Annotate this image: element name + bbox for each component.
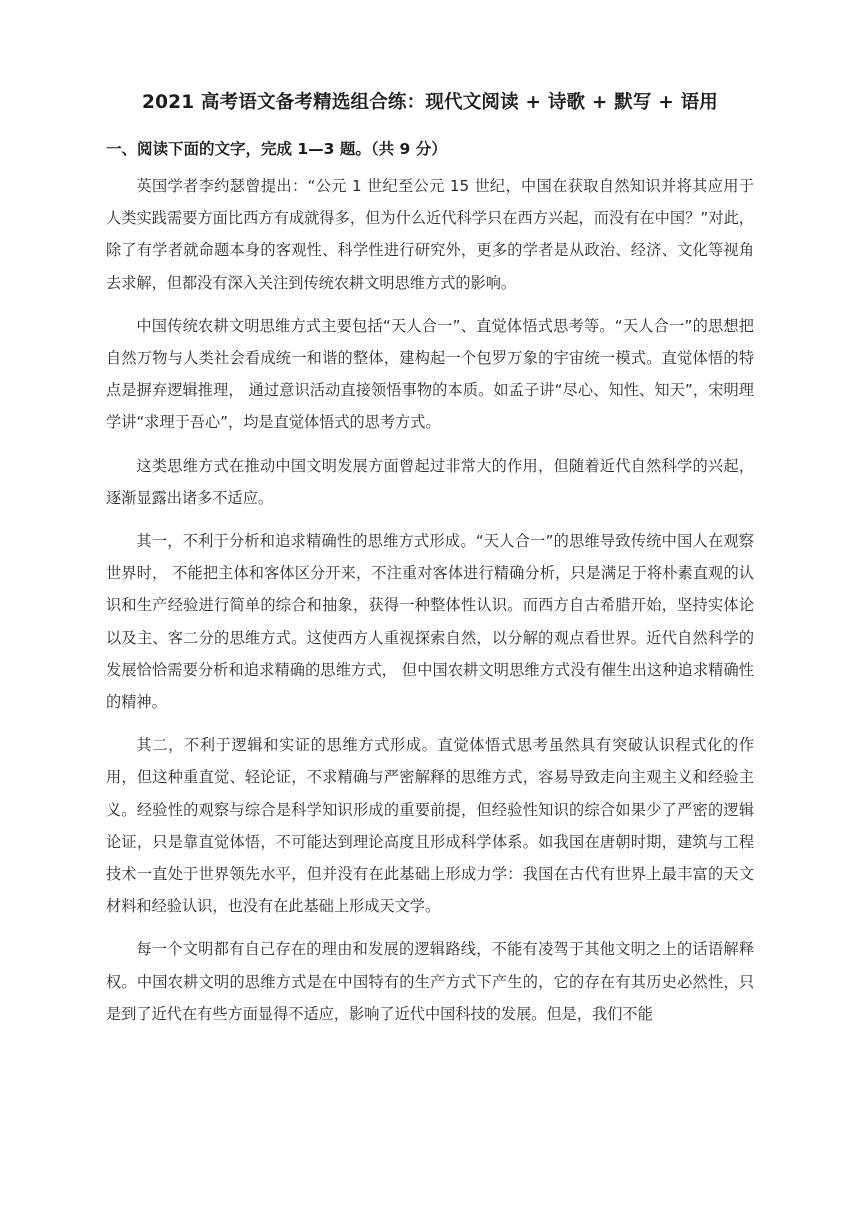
document-title: 2021 高考语文备考精选组合练：现代文阅读 + 诗歌 + 默写 + 语用 bbox=[142, 92, 718, 113]
paragraph-2: 中国传统农耕文明思维方式主要包括“天人合一”、直觉体悟式思考等。“天人合一”的思想把自然万物与人类社会看成统一和谐的整体，建构起一个包罗万象的宇宙统一模式。直觉体悟的特点是摒弃逻辑推理， 通过意识活动直接领悟事物的本质。如孟子讲“尽心、知性、知天”，宋明理学讲“求理于吾心”，均是直觉体悟式的思考方式。 bbox=[106, 316, 754, 432]
paragraph-4: 其一，不利于分析和追求精确性的思维方式形成。“天人合一”的思维导致传统中国人在观察世界时， 不能把主体和客体区分开来，不注重对客体进行精确分析，只是满足于将朴素直观的认识和生产经验进行简单的综合和抽象，获得一种整体性认识。而西方自古希腊开始，坚持实体论以及主、客二分的思维方式。这使西方人重视探索自然，以分解的观点看世界。近代自然科学的发展恰恰需要分析和追求精确的思维方式， 但中国农耕文明思维方式没有催生出这种追求精确性的精神。 bbox=[106, 532, 754, 712]
paragraph-6: 每一个文明都有自己存在的理由和发展的逻辑路线，不能有凌驾于其他文明之上的话语解释权。中国农耕文明的思维方式是在中国特有的生产方式下产生的，它的存在有其历史必然性，只是到了近代在有些方面显得不适应，影响了近代中国科技的发展。但是，我们不能 bbox=[106, 940, 754, 1023]
section-heading: 一、阅读下面的文字，完成 1—3 题。（共 9 分） bbox=[106, 140, 447, 158]
paragraph-5: 其二，不利于逻辑和实证的思维方式形成。直觉体悟式思考虽然具有突破认识程式化的作用，但这种重直觉、轻论证，不求精确与严密解释的思维方式，容易导致走向主观主义和经验主义。经验性的观察与综合是科学知识形成的重要前提，但经验性知识的综合如果少了严密的逻辑论证，只是靠直觉体悟，不可能达到理论高度且形成科学体系。如我国在唐朝时期，建筑与工程技术一直处于世界领先水平，但并没有在此基础上形成力学：我国在古代有世界上最丰富的天文材料和经验认识，也没有在此基础上形成天文学。 bbox=[106, 736, 754, 916]
paragraph-3: 这类思维方式在推动中国文明发展方面曾起过非常大的作用，但随着近代自然科学的兴起，逐渐显露出诸多不适应。 bbox=[106, 456, 754, 507]
paragraph-1: 英国学者李约瑟曾提出：“公元 1 世纪至公元 15 世纪，中国在获取自然知识并将其应用于人类实践需要方面比西方有成就得多，但为什么近代科学只在西方兴起，而没有在中国？”对此，除了有学者就命题本身的客观性、科学性进行研究外，更多的学者是从政治、经济、文化等视角去求解，但都没有深入关注到传统农耕文明思维方式的影响。 bbox=[106, 177, 754, 292]
reading-passage bbox=[106, 170, 754, 1030]
